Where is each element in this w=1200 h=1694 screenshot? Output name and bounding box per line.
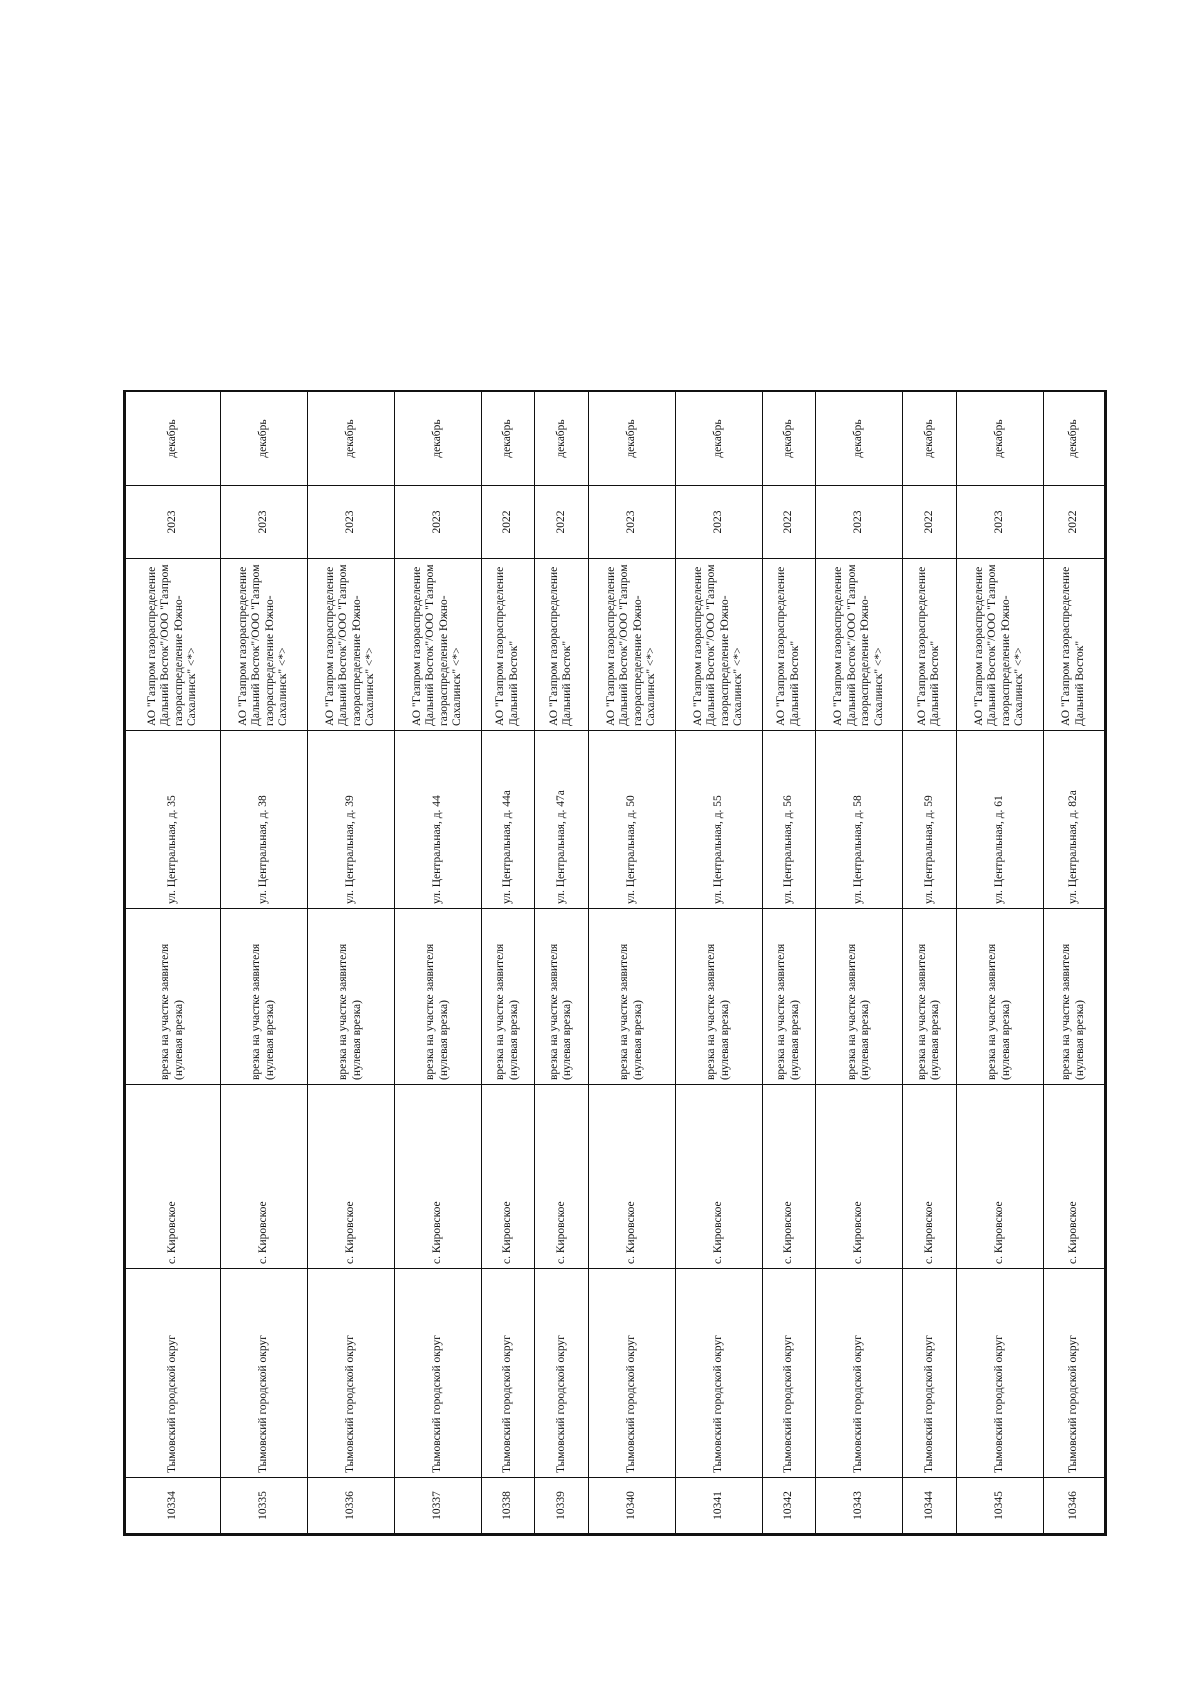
table-row xyxy=(816,392,903,1534)
address-cell: ул. Центральная, д. 39 xyxy=(307,731,394,909)
organization-cell: АО "Газпром газораспределение Дальний Восток" xyxy=(1043,559,1104,731)
organization-cell: АО "Газпром газораспределение Дальний Восток"/ООО "Газпром газораспределение Южно-Сахалинск" <*> xyxy=(307,559,394,731)
month-cell: декабрь xyxy=(1043,392,1104,486)
settlement-cell: с. Кировское xyxy=(220,1085,307,1269)
work-type-cell: врезка на участке заявителя (нулевая врезка) xyxy=(126,909,221,1085)
year-cell: 2023 xyxy=(588,486,675,559)
organization-cell: АО "Газпром газораспределение Дальний Восток" xyxy=(762,559,816,731)
settlement-cell: с. Кировское xyxy=(956,1085,1043,1269)
year-cell: 2023 xyxy=(816,486,903,559)
address-cell: ул. Центральная, д. 47а xyxy=(535,731,589,909)
row-number: 10335 xyxy=(220,1478,307,1534)
month-cell: декабрь xyxy=(394,392,481,486)
district-cell: Тымовский городской округ xyxy=(588,1269,675,1478)
row-number: 10343 xyxy=(816,1478,903,1534)
table-row xyxy=(588,392,675,1534)
address-cell: ул. Центральная, д. 61 xyxy=(956,731,1043,909)
year-cell: 2022 xyxy=(1043,486,1104,559)
year-cell: 2022 xyxy=(481,486,535,559)
organization-cell: АО "Газпром газораспределение Дальний Восток" xyxy=(481,559,535,731)
address-cell: ул. Центральная, д. 35 xyxy=(126,731,221,909)
year-cell: 2023 xyxy=(394,486,481,559)
settlement-cell: с. Кировское xyxy=(126,1085,221,1269)
address-cell: ул. Центральная, д. 59 xyxy=(903,731,957,909)
settlement-cell: с. Кировское xyxy=(394,1085,481,1269)
row-number: 10337 xyxy=(394,1478,481,1534)
address-cell: ул. Центральная, д. 44 xyxy=(394,731,481,909)
organization-cell: АО "Газпром газораспределение Дальний Восток"/ООО "Газпром газораспределение Южно-Сахалинск" <*> xyxy=(675,559,762,731)
month-cell: декабрь xyxy=(816,392,903,486)
address-cell: ул. Центральная, д. 55 xyxy=(675,731,762,909)
year-cell: 2022 xyxy=(535,486,589,559)
year-cell: 2023 xyxy=(956,486,1043,559)
district-cell: Тымовский городской округ xyxy=(535,1269,589,1478)
row-number: 10334 xyxy=(126,1478,221,1534)
address-cell: ул. Центральная, д. 50 xyxy=(588,731,675,909)
row-number: 10346 xyxy=(1043,1478,1104,1534)
settlement-cell: с. Кировское xyxy=(588,1085,675,1269)
work-type-cell: врезка на участке заявителя (нулевая врезка) xyxy=(481,909,535,1085)
table-row xyxy=(481,392,535,1534)
organization-cell: АО "Газпром газораспределение Дальний Восток"/ООО "Газпром газораспределение Южно-Сахалинск" <*> xyxy=(126,559,221,731)
table-row xyxy=(1043,392,1104,1534)
table-body xyxy=(126,392,1105,1534)
district-cell: Тымовский городской округ xyxy=(903,1269,957,1478)
work-type-cell: врезка на участке заявителя (нулевая врезка) xyxy=(762,909,816,1085)
row-number: 10338 xyxy=(481,1478,535,1534)
work-type-cell: врезка на участке заявителя (нулевая врезка) xyxy=(394,909,481,1085)
settlement-cell: с. Кировское xyxy=(816,1085,903,1269)
row-number: 10336 xyxy=(307,1478,394,1534)
address-cell: ул. Центральная, д. 82а xyxy=(1043,731,1104,909)
district-cell: Тымовский городской округ xyxy=(675,1269,762,1478)
work-type-cell: врезка на участке заявителя (нулевая врезка) xyxy=(816,909,903,1085)
work-type-cell: врезка на участке заявителя (нулевая врезка) xyxy=(956,909,1043,1085)
work-type-cell: врезка на участке заявителя (нулевая врезка) xyxy=(220,909,307,1085)
scanned-table-page xyxy=(123,390,1107,1536)
row-number: 10341 xyxy=(675,1478,762,1534)
row-number: 10345 xyxy=(956,1478,1043,1534)
district-cell: Тымовский городской округ xyxy=(762,1269,816,1478)
year-cell: 2023 xyxy=(126,486,221,559)
year-cell: 2023 xyxy=(220,486,307,559)
row-number: 10344 xyxy=(903,1478,957,1534)
organization-cell: АО "Газпром газораспределение Дальний Восток"/ООО "Газпром газораспределение Южно-Сахалинск" <*> xyxy=(220,559,307,731)
organization-cell: АО "Газпром газораспределение Дальний Восток" xyxy=(903,559,957,731)
work-type-cell: врезка на участке заявителя (нулевая врезка) xyxy=(1043,909,1104,1085)
district-cell: Тымовский городской округ xyxy=(220,1269,307,1478)
month-cell: декабрь xyxy=(126,392,221,486)
year-cell: 2022 xyxy=(903,486,957,559)
settlement-cell: с. Кировское xyxy=(675,1085,762,1269)
district-cell: Тымовский городской округ xyxy=(307,1269,394,1478)
address-cell: ул. Центральная, д. 44а xyxy=(481,731,535,909)
organization-cell: АО "Газпром газораспределение Дальний Восток"/ООО "Газпром газораспределение Южно-Сахалинск" <*> xyxy=(588,559,675,731)
year-cell: 2023 xyxy=(675,486,762,559)
district-cell: Тымовский городской округ xyxy=(956,1269,1043,1478)
organization-cell: АО "Газпром газораспределение Дальний Восток" xyxy=(535,559,589,731)
table-row xyxy=(126,392,221,1534)
table-row xyxy=(675,392,762,1534)
month-cell: декабрь xyxy=(588,392,675,486)
month-cell: декабрь xyxy=(903,392,957,486)
table-row xyxy=(903,392,957,1534)
month-cell: декабрь xyxy=(762,392,816,486)
row-number: 10340 xyxy=(588,1478,675,1534)
organization-cell: АО "Газпром газораспределение Дальний Восток"/ООО "Газпром газораспределение Южно-Сахалинск" <*> xyxy=(394,559,481,731)
table-row xyxy=(307,392,394,1534)
rotated-table-container xyxy=(125,392,1105,1534)
table-row xyxy=(956,392,1043,1534)
work-type-cell: врезка на участке заявителя (нулевая врезка) xyxy=(535,909,589,1085)
work-type-cell: врезка на участке заявителя (нулевая врезка) xyxy=(903,909,957,1085)
work-type-cell: врезка на участке заявителя (нулевая врезка) xyxy=(307,909,394,1085)
settlement-cell: с. Кировское xyxy=(481,1085,535,1269)
district-cell: Тымовский городской округ xyxy=(1043,1269,1104,1478)
work-type-cell: врезка на участке заявителя (нулевая врезка) xyxy=(588,909,675,1085)
month-cell: декабрь xyxy=(307,392,394,486)
address-cell: ул. Центральная, д. 58 xyxy=(816,731,903,909)
organization-cell: АО "Газпром газораспределение Дальний Восток"/ООО "Газпром газораспределение Южно-Сахалинск" <*> xyxy=(816,559,903,731)
settlement-cell: с. Кировское xyxy=(1043,1085,1104,1269)
row-number: 10342 xyxy=(762,1478,816,1534)
month-cell: декабрь xyxy=(220,392,307,486)
district-cell: Тымовский городской округ xyxy=(816,1269,903,1478)
table-row xyxy=(762,392,816,1534)
settlement-cell: с. Кировское xyxy=(307,1085,394,1269)
table-row xyxy=(394,392,481,1534)
row-number: 10339 xyxy=(535,1478,589,1534)
address-cell: ул. Центральная, д. 56 xyxy=(762,731,816,909)
settlement-cell: с. Кировское xyxy=(535,1085,589,1269)
settlement-cell: с. Кировское xyxy=(903,1085,957,1269)
gas-connection-table xyxy=(125,391,1105,1534)
district-cell: Тымовский городской округ xyxy=(394,1269,481,1478)
district-cell: Тымовский городской округ xyxy=(126,1269,221,1478)
month-cell: декабрь xyxy=(675,392,762,486)
work-type-cell: врезка на участке заявителя (нулевая врезка) xyxy=(675,909,762,1085)
organization-cell: АО "Газпром газораспределение Дальний Восток"/ООО "Газпром газораспределение Южно-Сахалинск" <*> xyxy=(956,559,1043,731)
month-cell: декабрь xyxy=(535,392,589,486)
year-cell: 2022 xyxy=(762,486,816,559)
address-cell: ул. Центральная, д. 38 xyxy=(220,731,307,909)
settlement-cell: с. Кировское xyxy=(762,1085,816,1269)
table-row xyxy=(220,392,307,1534)
year-cell: 2023 xyxy=(307,486,394,559)
month-cell: декабрь xyxy=(481,392,535,486)
table-row xyxy=(535,392,589,1534)
month-cell: декабрь xyxy=(956,392,1043,486)
district-cell: Тымовский городской округ xyxy=(481,1269,535,1478)
